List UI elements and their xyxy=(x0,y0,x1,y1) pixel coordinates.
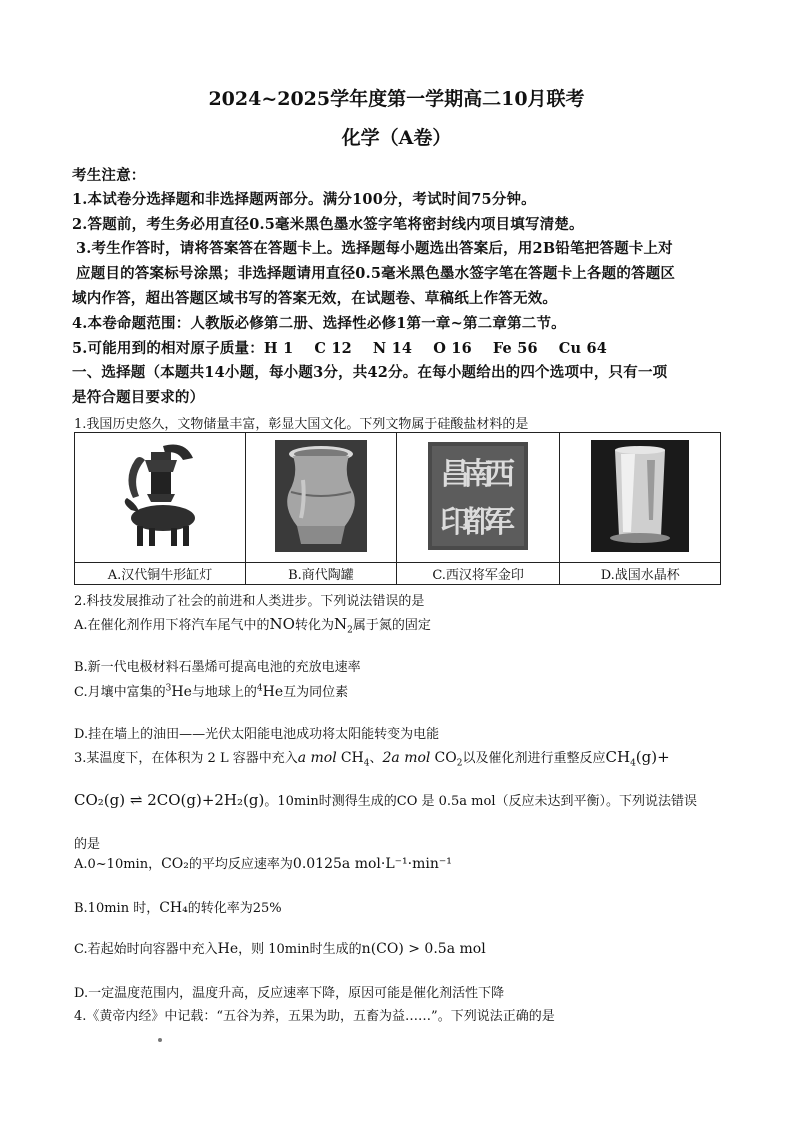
notice-item-4: 4.本卷命题范围：人教版必修第二册、选择性必修1第一章~第二章第二节。 xyxy=(72,315,566,332)
seal-char-6: 印 xyxy=(440,505,471,539)
option-d: D.战国水晶杯 xyxy=(560,563,721,585)
q2-option-c: C.月壤中富集的$^3$He与地球上的$^4$He互为同位素 xyxy=(74,683,349,700)
seal-char-1: 西 xyxy=(485,457,516,491)
notice-item-1: 1.本试卷分选择题和非选择题两部分。满分100分，考试时间75分钟。 xyxy=(72,191,536,208)
q3-option-b: B.10min 时，CH₄的转化率为25% xyxy=(74,900,282,916)
relic-cell-c xyxy=(396,433,560,563)
crystal-cup-image xyxy=(591,440,689,552)
q3-stem-cont: CO₂(g) ⇌ 2CO(g)+2H₂(g)。10min时测得生成的CO 是 0.5a mol（反应未达到平衡）。下列说法错误 xyxy=(74,791,697,809)
q1-relics-table xyxy=(74,432,721,585)
q2-option-d: D.挂在墙上的油田——光伏太阳能电池成功将太阳能转变为电能 xyxy=(74,727,440,742)
page-title: 2024~2025学年度第一学期高二10月联考 xyxy=(208,88,585,110)
notice-item-3-cont: 应题目的答案标号涂黑；非选择题请用直径0.5毫米黑色墨水签字笔在答题卡上各题的答题区 xyxy=(76,265,676,282)
q2-stem: 2.科技发展推动了社会的前进和人类进步。下列说法错误的是 xyxy=(74,594,425,609)
q3-stem: 3.某温度下，在体积为 2 L 容器中充入a mol $CH_4$、2a mol $CO_2$以及催化剂进行重整反应$CH_4(g)+$ xyxy=(74,748,670,769)
notice-item-5: 5.可能用到的相对原子质量：H 1 C 12 N 14 O 16 Fe 56 Cu 64 xyxy=(72,340,608,357)
page-subtitle: 化学（A卷） xyxy=(341,127,452,149)
seal-char-3: 军 xyxy=(485,505,516,539)
seal-char-4: 都 xyxy=(463,505,494,539)
q3-option-c: C.若起始时向容器中充入He，则 10min时生成的n(CO) > 0.5a mol xyxy=(74,941,486,957)
reaction-equation: CO₂(g) ⇌ 2CO(g)+2H₂(g) xyxy=(74,791,265,809)
relic-cell-d xyxy=(560,433,721,563)
option-c: C.西汉将军金印 xyxy=(396,563,560,585)
relic-cell-b xyxy=(246,433,397,563)
q2-option-a: A.在催化剂作用下将汽车尾气中的NO转化为$N_2$属于氮的固定 xyxy=(74,615,431,636)
notice-heading: 考生注意： xyxy=(72,167,146,184)
seal-char-5: 昌 xyxy=(440,457,471,491)
q3-option-d: D.一定温度范围内，温度升高，反应速率下降，原因可能是催化剂活性下降 xyxy=(74,986,505,1001)
q3-stem-tail: 的是 xyxy=(74,837,101,852)
q2-option-b: B.新一代电极材料石墨烯可提高电池的充放电速率 xyxy=(74,660,361,675)
section-heading-cont: 是符合题目要求的） xyxy=(72,389,205,406)
q4-stem: 4.《黄帝内经》中记载：“五谷为养，五果为助，五畜为益……”。下列说法正确的是 xyxy=(74,1009,555,1024)
q3-option-a: A.0~10min，CO₂的平均反应速率为0.0125a mol·L⁻¹·min⁻¹ xyxy=(74,856,452,872)
notice-item-3: 3.考生作答时，请将答案答在答题卡上。选择题每小题选出答案后，用2B铅笔把答题卡上对 xyxy=(76,240,673,257)
seal-char-2: 南 xyxy=(463,457,494,491)
section-heading: 一、选择题（本题共14小题，每小题3分，共42分。在每小题给出的四个选项中，只有一项 xyxy=(72,364,668,381)
bronze-ox-lamp-image xyxy=(115,438,205,553)
q1-stem: 1.我国历史悠久，文物储量丰富，彰显大国文化。下列文物属于硅酸盐材料的是 xyxy=(74,417,529,432)
option-a: A.汉代铜牛形缸灯 xyxy=(75,563,246,585)
notice-item-2: 2.答题前，考生务必用直径0.5毫米黑色墨水签字笔将密封线内项目填写清楚。 xyxy=(72,216,584,233)
relic-cell-a xyxy=(75,433,246,563)
gold-seal-image xyxy=(428,442,528,550)
notice-item-3-cont2: 域内作答，超出答题区域书写的答案无效，在试题卷、草稿纸上作答无效。 xyxy=(72,290,558,307)
pottery-jar-image xyxy=(275,440,367,552)
scan-speck xyxy=(158,1027,162,1046)
option-b: B.商代陶罐 xyxy=(246,563,397,585)
